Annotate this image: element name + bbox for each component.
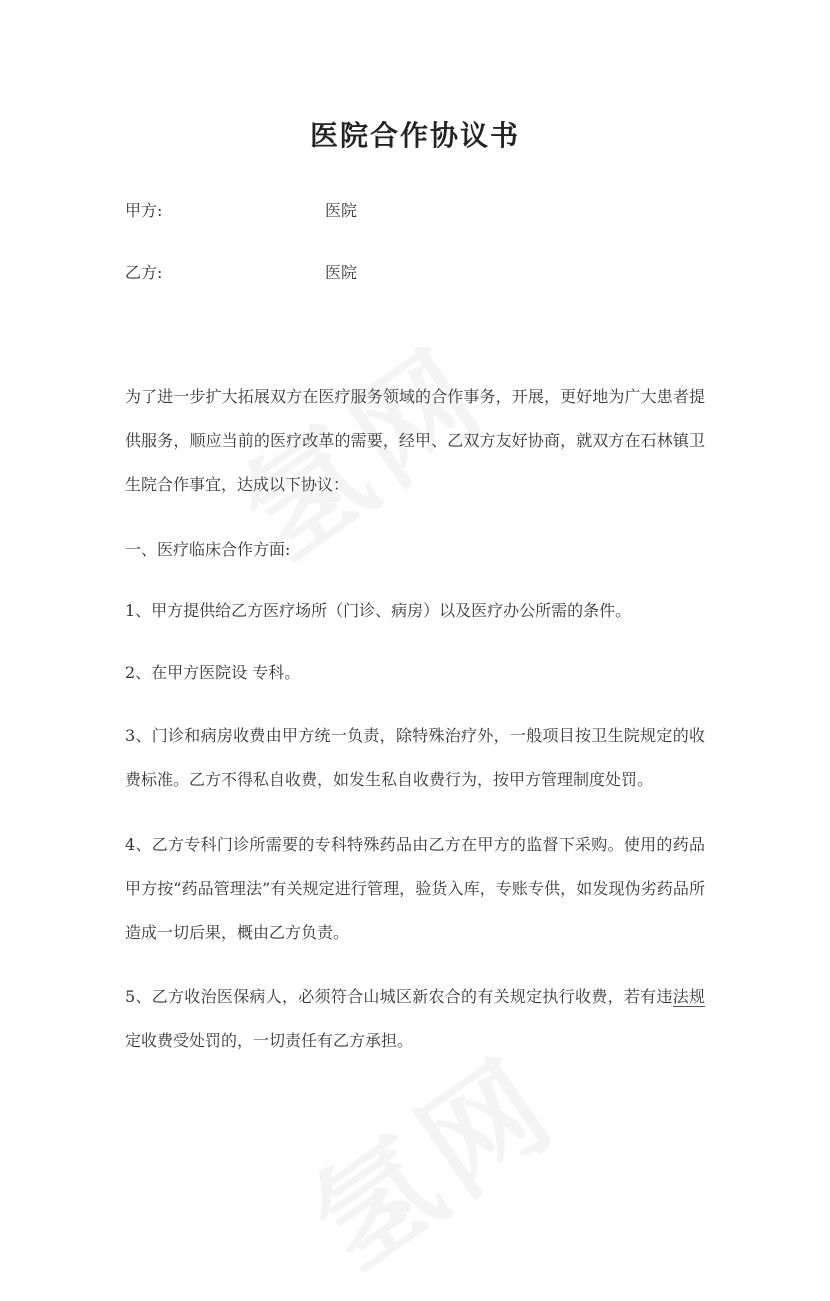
clause-2: 2、在甲方医院设 专科。 bbox=[125, 663, 301, 682]
clause-5-part2: 定收费受处罚的，一切责任有乙方承担。 bbox=[125, 1031, 414, 1050]
section-heading: 一、医疗临床合作方面: bbox=[125, 540, 291, 559]
party-b-label: 乙方: bbox=[125, 263, 163, 282]
clause-5 bbox=[125, 975, 705, 1063]
clause-4: 4、乙方专科门诊所需要的专科特殊药品由乙方在甲方的监督下采购。使用的药品甲方按“药品管理法”有关规定进行管理，验货入库，专账专供，如发现伪劣药品所造成一切后果，概由乙方负责。 bbox=[125, 835, 705, 942]
clause-3: 3、门诊和病房收费由甲方统一负责，除特殊治疗外，一般项目按卫生院规定的收费标准。乙方不得私自收费，如发生私自收费行为，按甲方管理制度处罚。 bbox=[125, 726, 705, 789]
clause-5-part1: 5、乙方收治医保病人，必须符合山城区新农合的有关规定执行收费，若有违 bbox=[125, 987, 673, 1006]
intro-paragraph: 为了进一步扩大拓展双方在医疗服务领域的合作事务，开展，更好地为广大患者提供服务，顺应当前的医疗改革的需要，经甲、乙双方友好协商，就双方在石林镇卫生院合作事宜，达成以下协议： bbox=[125, 387, 705, 494]
document-title: 医院合作协议书 bbox=[309, 119, 520, 152]
party-a-label: 甲方: bbox=[125, 201, 163, 220]
party-b-value: 医院 bbox=[325, 263, 358, 282]
party-a-line bbox=[125, 198, 357, 221]
clause-5-underlined: 法规 bbox=[672, 987, 705, 1006]
clause-1: 1、甲方提供给乙方医疗场所（门诊、病房）以及医疗办公所需的条件。 bbox=[125, 601, 632, 620]
party-b-line bbox=[125, 260, 357, 283]
party-a-value: 医院 bbox=[325, 201, 358, 220]
